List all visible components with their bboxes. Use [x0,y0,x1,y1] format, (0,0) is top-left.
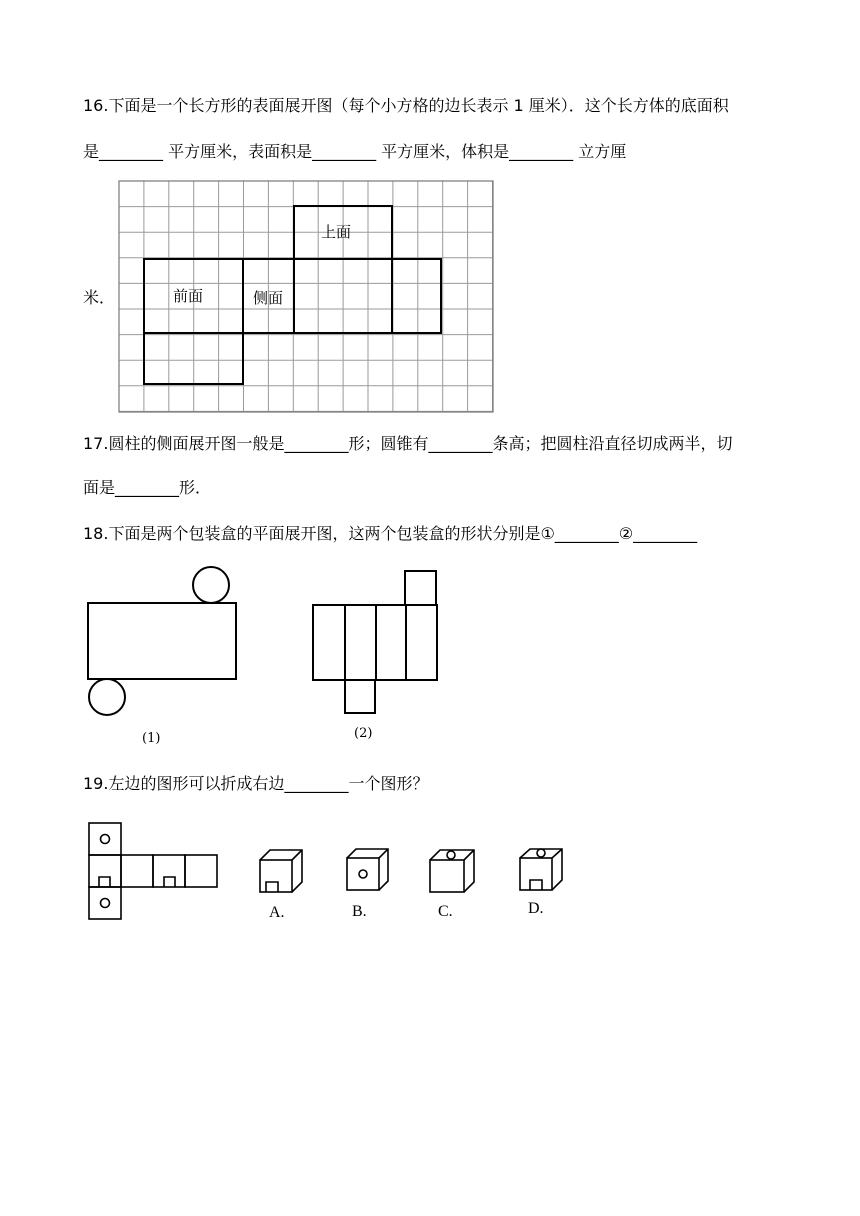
q16-line-3: 米． [83,288,116,307]
q17-line-1: 17.圆柱的侧面展开图一般是________形；圆锥有________条高；把圆柱沿直径切成两半，切 [83,434,733,453]
q18-line-1: 18.下面是两个包装盒的平面展开图，这两个包装盒的形状分别是①________②________ [83,524,698,543]
option-d-label[interactable]: D. [528,900,544,917]
caption-1: (1) [142,731,161,746]
label-top: 上面 [321,223,352,241]
cylinder-side-rect [88,603,236,679]
q18-nets-figure [80,560,460,750]
cylinder-top-circle [193,567,229,603]
prism-top-face [405,571,436,605]
option-c-cube[interactable] [430,850,474,892]
q16-line-2: 是________ 平方厘米，表面积是________ 平方厘米，体积是________ 立方厘 [83,142,627,161]
q19-cube-figure [80,815,580,930]
q16-line-1: 16.下面是一个长方形的表面展开图（每个小方格的边长表示 1 厘米）．这个长方体的底面积 [83,96,729,115]
prism-bottom-face [345,680,375,713]
caption-2: (2) [354,726,373,741]
option-b-label[interactable]: B. [352,903,367,920]
option-d-cube[interactable] [520,849,562,890]
q19-line-1: 19.左边的图形可以折成右边________一个图形？ [83,774,429,793]
net-right-face [392,259,441,333]
cylinder-bottom-circle [89,679,125,715]
option-c-label[interactable]: C. [438,903,453,920]
q16-grid-net-figure [118,180,494,413]
q17-line-2: 面是________形． [83,478,212,497]
label-front: 前面 [173,287,204,305]
cube-net [89,823,217,919]
label-side: 侧面 [253,289,284,307]
option-a-label[interactable]: A. [269,904,285,921]
option-a-cube[interactable] [260,850,302,892]
option-b-cube[interactable] [347,849,388,890]
